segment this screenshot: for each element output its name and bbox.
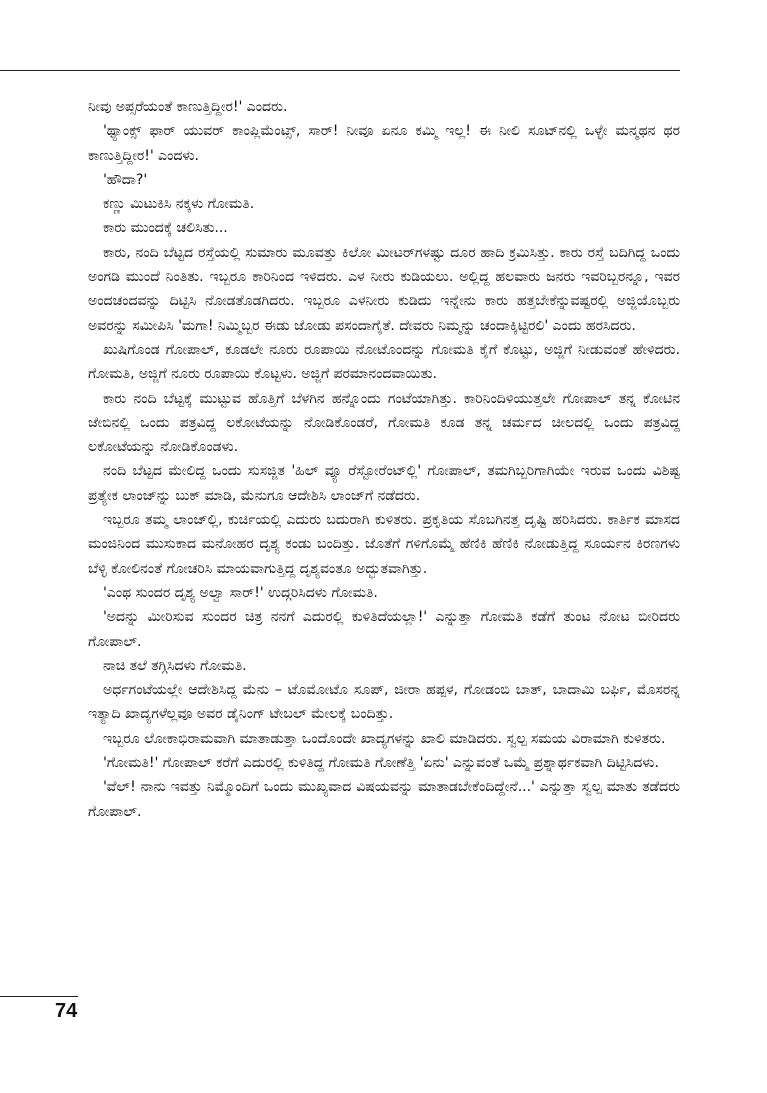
paragraph: 'ಅದನ್ನು ಮೀರಿಸುವ ಸುಂದರ ಚಿತ್ರ ನನಗೆ ಎದುರಲ್ಲಿ ಕುಳಿತಿದೆಯಲ್ಲಾ!' ಎನ್ನುತ್ತಾ ಗೋಮತಿ ಕಡೆಗೆ ತುಂಟ ನೋಟ ಬೀರಿದರು ಗೋಪಾಲ್. bbox=[88, 609, 680, 650]
paragraph: 'ವೆಲ್! ನಾನು ಇವತ್ತು ನಿಮ್ಮೊಂದಿಗೆ ಒಂದು ಮುಖ್ಯವಾದ ವಿಷಯವನ್ನು ಮಾತಾಡಬೇಕೆಂದಿದ್ದೇನೆ...' ಎನ್ನುತ್ತಾ ಸ್ವಲ್ಪ ಮಾತು ತಡೆದರು ಗೋಪಾಲ್. bbox=[88, 779, 680, 820]
paragraph: 'ಗೋಮತಿ!' ಗೋಪಾಲ್ ಕರೆಗೆ ಎದುರಲ್ಲಿ ಕುಳಿತಿದ್ದ ಗೋಮತಿ ಗೋಣೆತ್ತಿ 'ಏನು' ಎನ್ನುವಂತೆ ಒಮ್ಮೆ ಪ್ರಶ್ನಾರ್ಥಕವಾಗಿ ದಿಟ್ಟಿಸಿದಳು. bbox=[103, 755, 659, 772]
paragraph: ಕಣ್ಣು ಮಿಟುಕಿಸಿ ನಕ್ಕಳು ಗೋಮತಿ. bbox=[103, 196, 255, 213]
paragraph: ಅರ್ಧಗಂಟೆಯಲ್ಲೇ ಆದೇಶಿಸಿದ್ದ ಮೆನು – ಟೊಮೋಟೊ ಸೂಪ್, ಜೀರಾ ಹಪ್ಪಳ, ಗೋಡಂಬಿ ಬಾತ್, ಬಾದಾಮಿ ಬರ್ಫಿ, ಮೊಸರನ್ನ ಇತ್ಯಾದಿ ಖಾದ್ಯಗಳೆಲ್ಲವೂ ಅವರ ಡೈನಿಂಗ್ ಟೇಬಲ್ ಮೇಲಕ್ಕೆ ಬಂದಿತ್ತು. bbox=[88, 682, 680, 723]
paragraph: ನೀವು ಅಪ್ಸರೆಯಂತೆ ಕಾಣುತ್ತಿದ್ದೀರ!' ಎಂದರು. bbox=[88, 99, 288, 115]
paragraph: ಕಾರು ಮುಂದಕ್ಕೆ ಚಲಿಸಿತು... bbox=[103, 220, 228, 237]
body-text bbox=[88, 95, 680, 824]
page-number: 74 bbox=[55, 1000, 78, 1022]
paragraph: 'ಎಂಥ ಸುಂದರ ದೃಶ್ಯ ಅಲ್ವಾ ಸಾರ್!' ಉದ್ಗರಿಸಿದಳು ಗೋಮತಿ. bbox=[103, 584, 378, 601]
paragraph: 'ಹೌದಾ?' bbox=[103, 171, 148, 188]
paragraph: ಕಾರು, ನಂದಿ ಬೆಟ್ಟದ ರಸ್ತೆಯಲ್ಲಿ ಸುಮಾರು ಮೂವತ್ತು ಕಿಲೋ ಮೀಟರ್‌ಗಳಷ್ಟು ದೂರ ಹಾದಿ ಕ್ರಮಿಸಿತ್ತು. ಕಾರು ರಸ್ತೆ ಬದಿಗಿದ್ದ ಒಂದು ಅಂಗಡಿ ಮುಂದೆ ನಿಂತಿತು. ಇಬ್ಬರೂ ಕಾರಿನಿಂದ ಇಳಿದರು. ಎಳ ನೀರು ಕುಡಿಯಲು. ಅಲ್ಲಿದ್ದ ಹಲವಾರು ಜನರು ಇವರಿಬ್ಬರನ್ನೂ, ಇವರ ಅಂದಚಂದವನ್ನು ದಿಟ್ಟಿಸಿ ನೋಡತೊಡಗಿದರು. ಇಬ್ಬರೂ ಎಳನೀರು ಕುಡಿದು ಇನ್ನೇನು ಕಾರು ಹತ್ತಬೇಕೆನ್ನುವಷ್ಟರಲ್ಲಿ ಅಜ್ಜಿಯೊಬ್ಬರು ಅವರನ್ನು ಸಮೀಪಿಸಿ 'ಮಗಾ! ನಿಮ್ಮಿಬ್ಬರ ಈಡು ಜೋಡು ಪಸಂದಾಗೈತೆ. ದೇವರು ನಿಮ್ಮನ್ನು ಚಂದಾಕ್ಕಿಟ್ಟಿರಲಿ' ಎಂದು ಹರಸಿದರು. bbox=[88, 244, 680, 334]
paragraph: 'ಥ್ಯಾಂಕ್ಸ್ ಫಾರ್ ಯುವರ್ ಕಾಂಪ್ಲಿಮೆಂಟ್ಸ್, ಸಾರ್! ನೀವೂ ಏನೂ ಕಮ್ಮಿ ಇಲ್ಲ! ಈ ನೀಲಿ ಸೂಟ್‌ನಲ್ಲಿ ಒಳ್ಳೇ ಮನ್ಮಥನ ಥರ ಕಾಣುತ್ತಿದ್ದೀರ!' ಎಂದಳು. bbox=[88, 123, 680, 164]
paragraph: ನಾಚಿ ತಲೆ ತಗ್ಗಿಸಿದಳು ಗೋಮತಿ. bbox=[103, 657, 247, 674]
paragraph: ಇಬ್ಬರೂ ತಮ್ಮ ಲಾಂಜ್‌ಲ್ಲಿ, ಕುರ್ಚಿಯಲ್ಲಿ ಎದುರು ಬದುರಾಗಿ ಕುಳಿತರು. ಪ್ರಕೃತಿಯ ಸೊಬಗಿನತ್ತ ದೃಷ್ಟಿ ಹರಿಸಿದರು. ಕಾರ್ತಿಕ ಮಾಸದ ಮಂಜಿನಿಂದ ಮುಸುಕಾದ ಮನೋಹರ ದೃಶ್ಯ ಕಂಡು ಬಂದಿತ್ತು. ಜೊತೆಗೆ ಗಳಿಗೊಮ್ಮೆ ಹೆಣಿಕಿ ಹೆಣಿಕಿ ನೋಡುತ್ತಿದ್ದ ಸೂರ್ಯನ ಕಿರಣಗಳು ಬೆಳ್ಳಿ ಕೋಲಿನಂತೆ ಗೋಚರಿಸಿ ಮಾಯವಾಗುತ್ತಿದ್ದ ದೃಶ್ಯವಂತೂ ಅದ್ಭುತವಾಗಿತ್ತು. bbox=[88, 512, 680, 577]
header-rule bbox=[0, 70, 680, 71]
paragraph: ಖುಷಿಗೊಂಡ ಗೋಪಾಲ್, ಕೂಡಲೇ ನೂರು ರೂಪಾಯಿ ನೋಟೊಂದನ್ನು ಗೋಮತಿ ಕೈಗೆ ಕೊಟ್ಟು, ಅಜ್ಜಿಗೆ ನೀಡುವಂತೆ ಹೇಳಿದರು. ಗೋಮತಿ, ಅಜ್ಜಿಗೆ ನೂರು ರೂಪಾಯಿ ಕೊಟ್ಟಳು. ಅಜ್ಜಿಗೆ ಪರಮಾನಂದವಾಯಿತು. bbox=[88, 341, 680, 383]
paragraph: ಇಬ್ಬರೂ ಲೋಕಾಭಿರಾಮವಾಗಿ ಮಾತಾಡುತ್ತಾ ಒಂದೊಂದೇ ಖಾದ್ಯಗಳನ್ನು ಖಾಲಿ ಮಾಡಿದರು. ಸ್ವಲ್ಪ ಸಮಯ ವಿರಾಮಾಗಿ ಕುಳಿತರು. bbox=[103, 730, 666, 747]
paragraph: ಕಾರು ನಂದಿ ಬೆಟ್ಟಕ್ಕೆ ಮುಟ್ಟುವ ಹೊತ್ತಿಗೆ ಬೆಳಗಿನ ಹನ್ನೊಂದು ಗಂಟೆಯಾಗಿತ್ತು. ಕಾರಿನಿಂದಿಳಿಯುತ್ತಲೇ ಗೋಪಾಲ್ ತನ್ನ ಕೋಟಿನ ಜೇಬಿನಲ್ಲಿ ಒಂದು ಪತ್ರವಿದ್ದ ಲಕೋಟೆಯನ್ನು ನೋಡಿಕೊಂಡರೆ, ಗೋಮತಿ ಕೂಡ ತನ್ನ ಚರ್ಮದ ಚೀಲದಲ್ಲಿ ಒಂದು ಪತ್ರವಿದ್ದ ಲಕೋಟೆಯನ್ನು ನೋಡಿಕೊಂಡಳು. bbox=[88, 390, 680, 456]
footer-rule bbox=[0, 996, 78, 997]
paragraph: ನಂದಿ ಬೆಟ್ಟದ ಮೇಲಿದ್ದ ಒಂದು ಸುಸಜ್ಜಿತ 'ಹಿಲ್ ವ್ಯೂ ರೆಸ್ಟೋರೆಂಟ್‌ಲ್ಲಿ' ಗೋಪಾಲ್, ತಮಗಿಬ್ಬರಿಗಾಗಿಯೇ ಇರುವ ಒಂದು ವಿಶಿಷ್ಟ ಪ್ರತ್ಯೇಕ ಲಾಂಜ್‌ನ್ನು ಬುಕ್ ಮಾಡಿ, ಮೆನುಗೂ ಆದೇಶಿಸಿ ಲಾಂಜ್‌ಗೆ ನಡೆದರು. bbox=[88, 463, 680, 504]
